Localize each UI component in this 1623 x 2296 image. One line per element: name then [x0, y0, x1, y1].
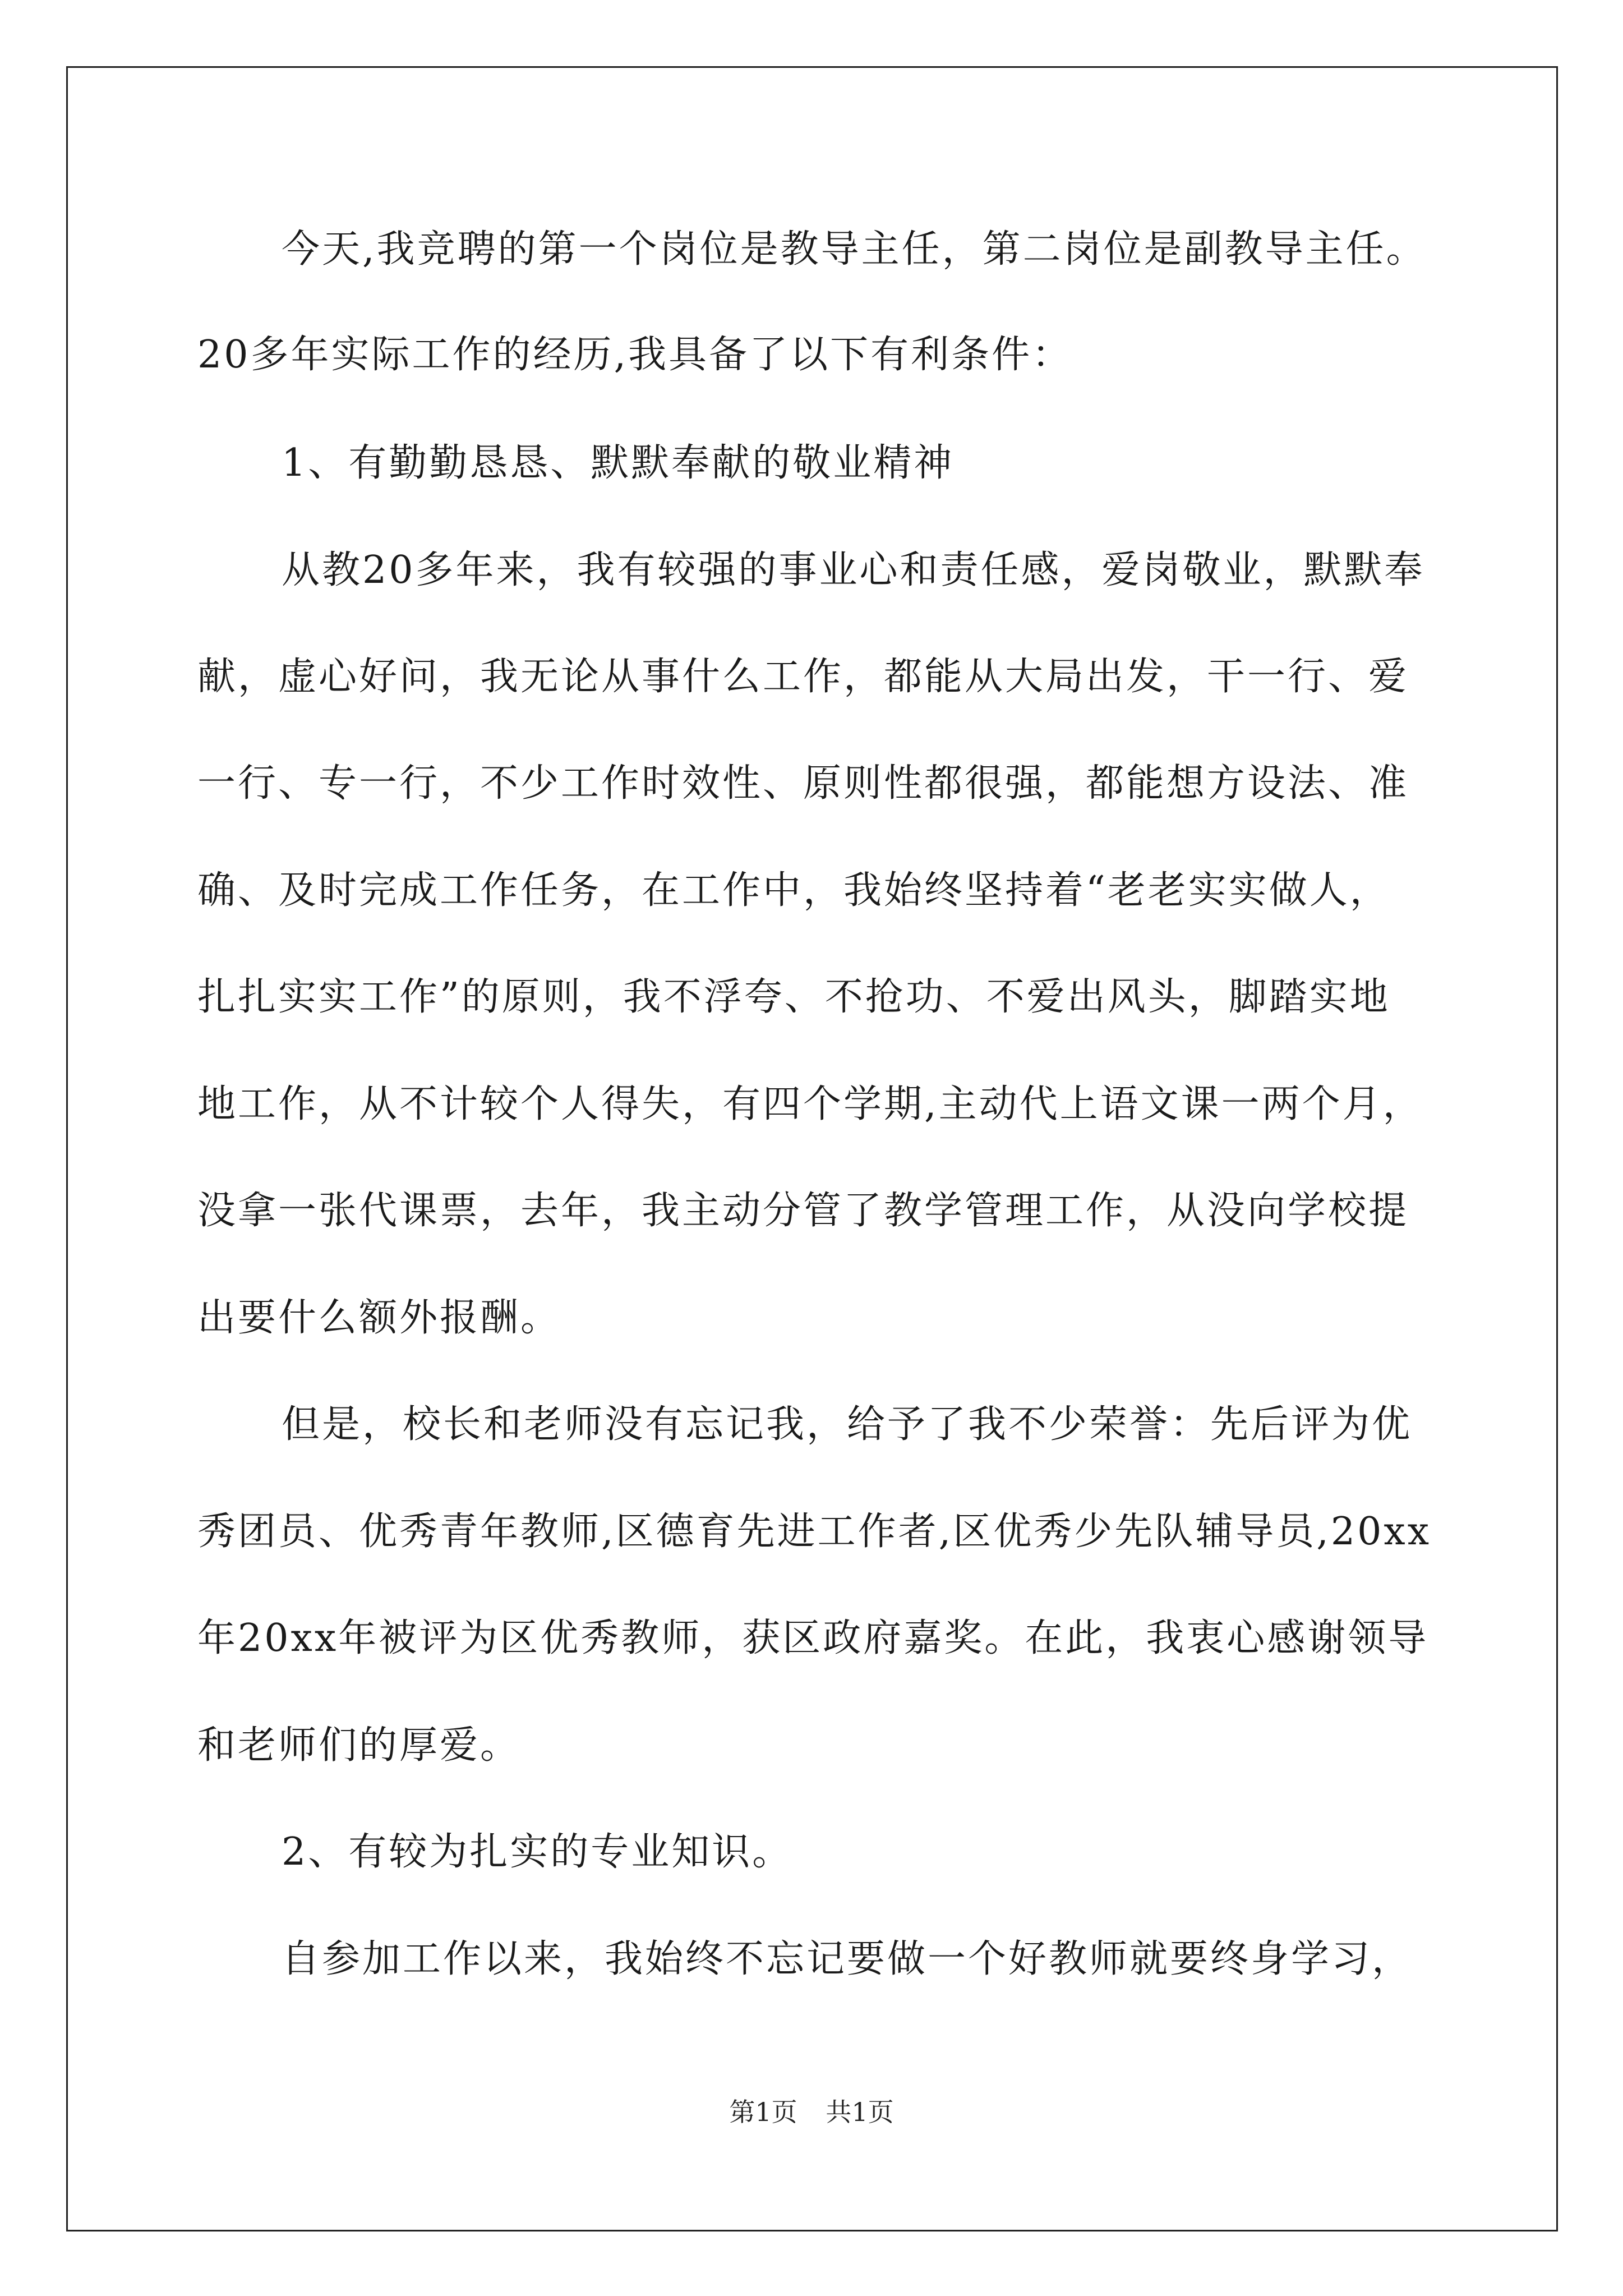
- paragraph-line: 扎扎实实工作”的原则，我不浮夸、不抢功、不爱出风头，脚踏实地: [197, 975, 1390, 1019]
- paragraph-line: 一行、专一行，不少工作时效性、原则性都很强，都能想方设法、准: [197, 761, 1409, 806]
- paragraph-line: 秀团员、优秀青年教师,区德育先进工作者,区优秀少先队辅导员,20xx: [197, 1510, 1432, 1554]
- paragraph-line: 自参加工作以来，我始终不忘记要做一个好教师就要终身学习，: [282, 1937, 1413, 1981]
- section-heading-2: 2、有较为扎实的专业知识。: [282, 1830, 793, 1874]
- page-footer: [0, 2095, 1623, 2129]
- page-border: [66, 66, 1558, 2231]
- paragraph-line: 和老师们的厚爱。: [197, 1723, 521, 1768]
- page-number: 第1页: [729, 2097, 797, 2127]
- paragraph-line: 出要什么额外报酬。: [197, 1296, 561, 1340]
- section-heading-1: 1、有勤勤恳恳、默默奉献的敬业精神: [282, 441, 955, 485]
- paragraph-line: 献，虚心好问，我无论从事什么工作，都能从大局出发，干一行、爱: [197, 655, 1409, 699]
- paragraph-line: 没拿一张代课票，去年，我主动分管了教学管理工作，从没向学校提: [197, 1189, 1409, 1233]
- paragraph-line: 地工作，从不计较个人得失，有四个学期,主动代上语文课一两个月，: [197, 1082, 1423, 1126]
- paragraph-line: 从教20多年来，我有较强的事业心和责任感，爱岗敬业，默默奉: [282, 548, 1425, 592]
- paragraph-line: 年20xx年被评为区优秀教师，获区政府嘉奖。在此，我衷心感谢领导: [197, 1616, 1429, 1660]
- paragraph-line: 今天,我竞聘的第一个岗位是教导主任，第二岗位是副教导主任。: [282, 227, 1427, 272]
- page-total: 共1页: [826, 2097, 894, 2127]
- paragraph-line: 20多年实际工作的经历,我具备了以下有利条件：: [197, 333, 1073, 377]
- paragraph-line: 确、及时完成工作任务，在工作中，我始终坚持着“老老实实做人，: [197, 868, 1390, 913]
- paragraph-line: 但是，校长和老师没有忘记我，给予了我不少荣誉：先后评为优: [282, 1402, 1413, 1447]
